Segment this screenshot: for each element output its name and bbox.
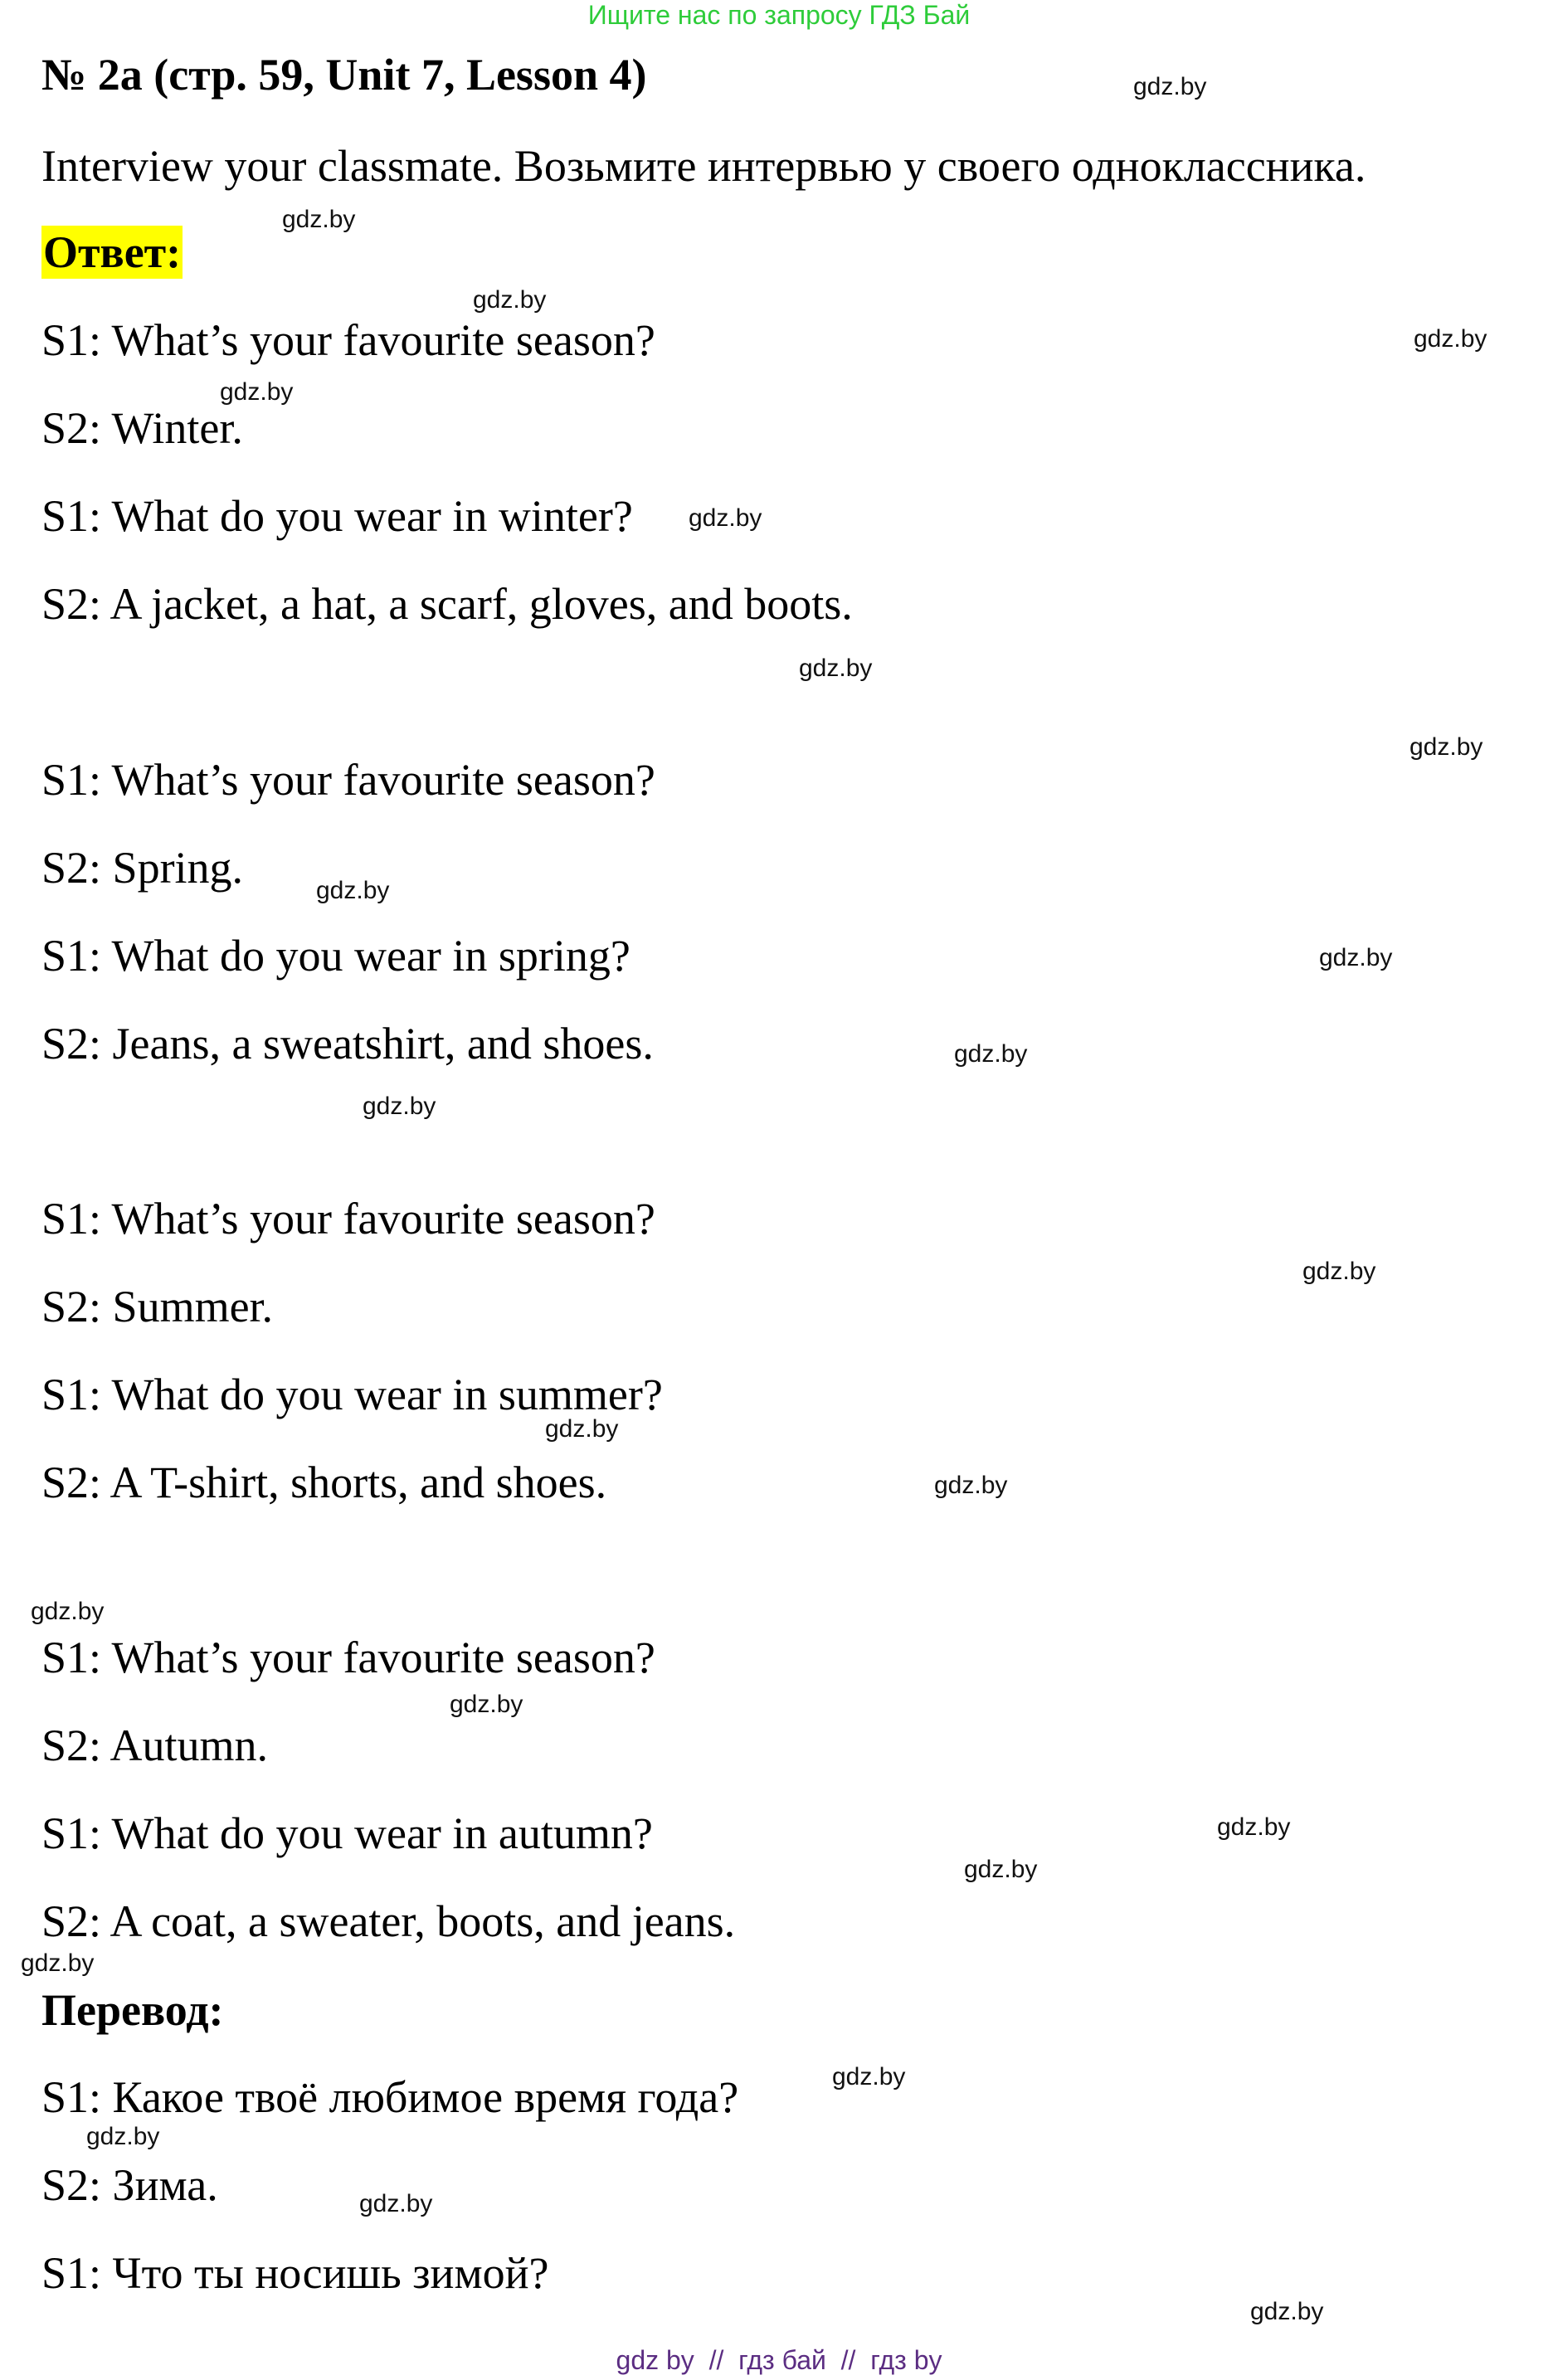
dialogue-1-line-4: S2: A jacket, a hat, a scarf, gloves, and boots. (41, 579, 853, 629)
watermark: gdz.by (31, 1598, 105, 1625)
watermark: gdz.by (21, 1949, 95, 1977)
translation-line-3: S1: Что ты носишь зимой? (41, 2248, 549, 2298)
watermark: gdz.by (220, 378, 294, 406)
watermark: gdz.by (1250, 2298, 1324, 2325)
top-banner: Ищите нас по запросу ГДЗ Бай (587, 0, 971, 30)
dialogue-3-line-3: S1: What do you wear in summer? (41, 1370, 663, 1419)
dialogue-4-line-4: S2: A coat, a sweater, boots, and jeans. (41, 1896, 736, 1946)
footer-links: gdz by // гдз бай // гдз by (616, 2345, 942, 2375)
watermark: gdz.by (832, 2063, 906, 2090)
dialogue-3-line-4: S2: A T-shirt, shorts, and shoes. (41, 1458, 607, 1507)
watermark: gdz.by (1217, 1813, 1291, 1841)
dialogue-4-line-3: S1: What do you wear in autumn? (41, 1808, 653, 1858)
watermark: gdz.by (316, 877, 390, 904)
dialogue-2-line-1: S1: What’s your favourite season? (41, 755, 655, 805)
page-title: № 2а (стр. 59, Unit 7, Lesson 4) (41, 50, 647, 100)
watermark: gdz.by (545, 1415, 619, 1443)
watermark: gdz.by (473, 286, 547, 314)
dialogue-1-line-3: S1: What do you wear in winter? (41, 491, 633, 541)
watermark: gdz.by (1133, 73, 1207, 100)
watermark: gdz.by (450, 1691, 523, 1718)
dialogue-1-line-2: S2: Winter. (41, 403, 243, 453)
watermark: gdz.by (964, 1856, 1038, 1883)
watermark: gdz.by (359, 2190, 433, 2217)
dialogue-2-line-2: S2: Spring. (41, 843, 244, 893)
dialogue-3-line-2: S2: Summer. (41, 1282, 274, 1331)
watermark: gdz.by (934, 1472, 1008, 1499)
watermark: gdz.by (954, 1040, 1028, 1068)
dialogue-4-line-1: S1: What’s your favourite season? (41, 1633, 655, 1682)
dialogue-4-line-2: S2: Autumn. (41, 1721, 269, 1770)
dialogue-1-line-1: S1: What’s your favourite season? (41, 315, 655, 365)
answer-label: Ответ: (43, 227, 182, 277)
dialogue-3-line-1: S1: What’s your favourite season? (41, 1194, 655, 1244)
watermark: gdz.by (86, 2123, 160, 2150)
watermark: gdz.by (363, 1093, 436, 1120)
watermark: gdz.by (1414, 325, 1487, 353)
watermark: gdz.by (1319, 944, 1393, 971)
dialogue-2-line-3: S1: What do you wear in spring? (41, 931, 631, 981)
task-instruction: Interview your classmate. Возьмите интервью у своего одноклассника. (41, 141, 1366, 191)
translation-line-1: S1: Какое твоё любимое время года? (41, 2072, 739, 2122)
watermark: gdz.by (1410, 733, 1483, 761)
watermark: gdz.by (282, 206, 356, 233)
watermark: gdz.by (689, 504, 762, 532)
translation-line-2: S2: Зима. (41, 2160, 218, 2210)
translation-label: Перевод: (41, 1985, 224, 2035)
watermark: gdz.by (799, 655, 873, 682)
watermark: gdz.by (1302, 1258, 1376, 1285)
dialogue-2-line-4: S2: Jeans, a sweatshirt, and shoes. (41, 1019, 654, 1068)
